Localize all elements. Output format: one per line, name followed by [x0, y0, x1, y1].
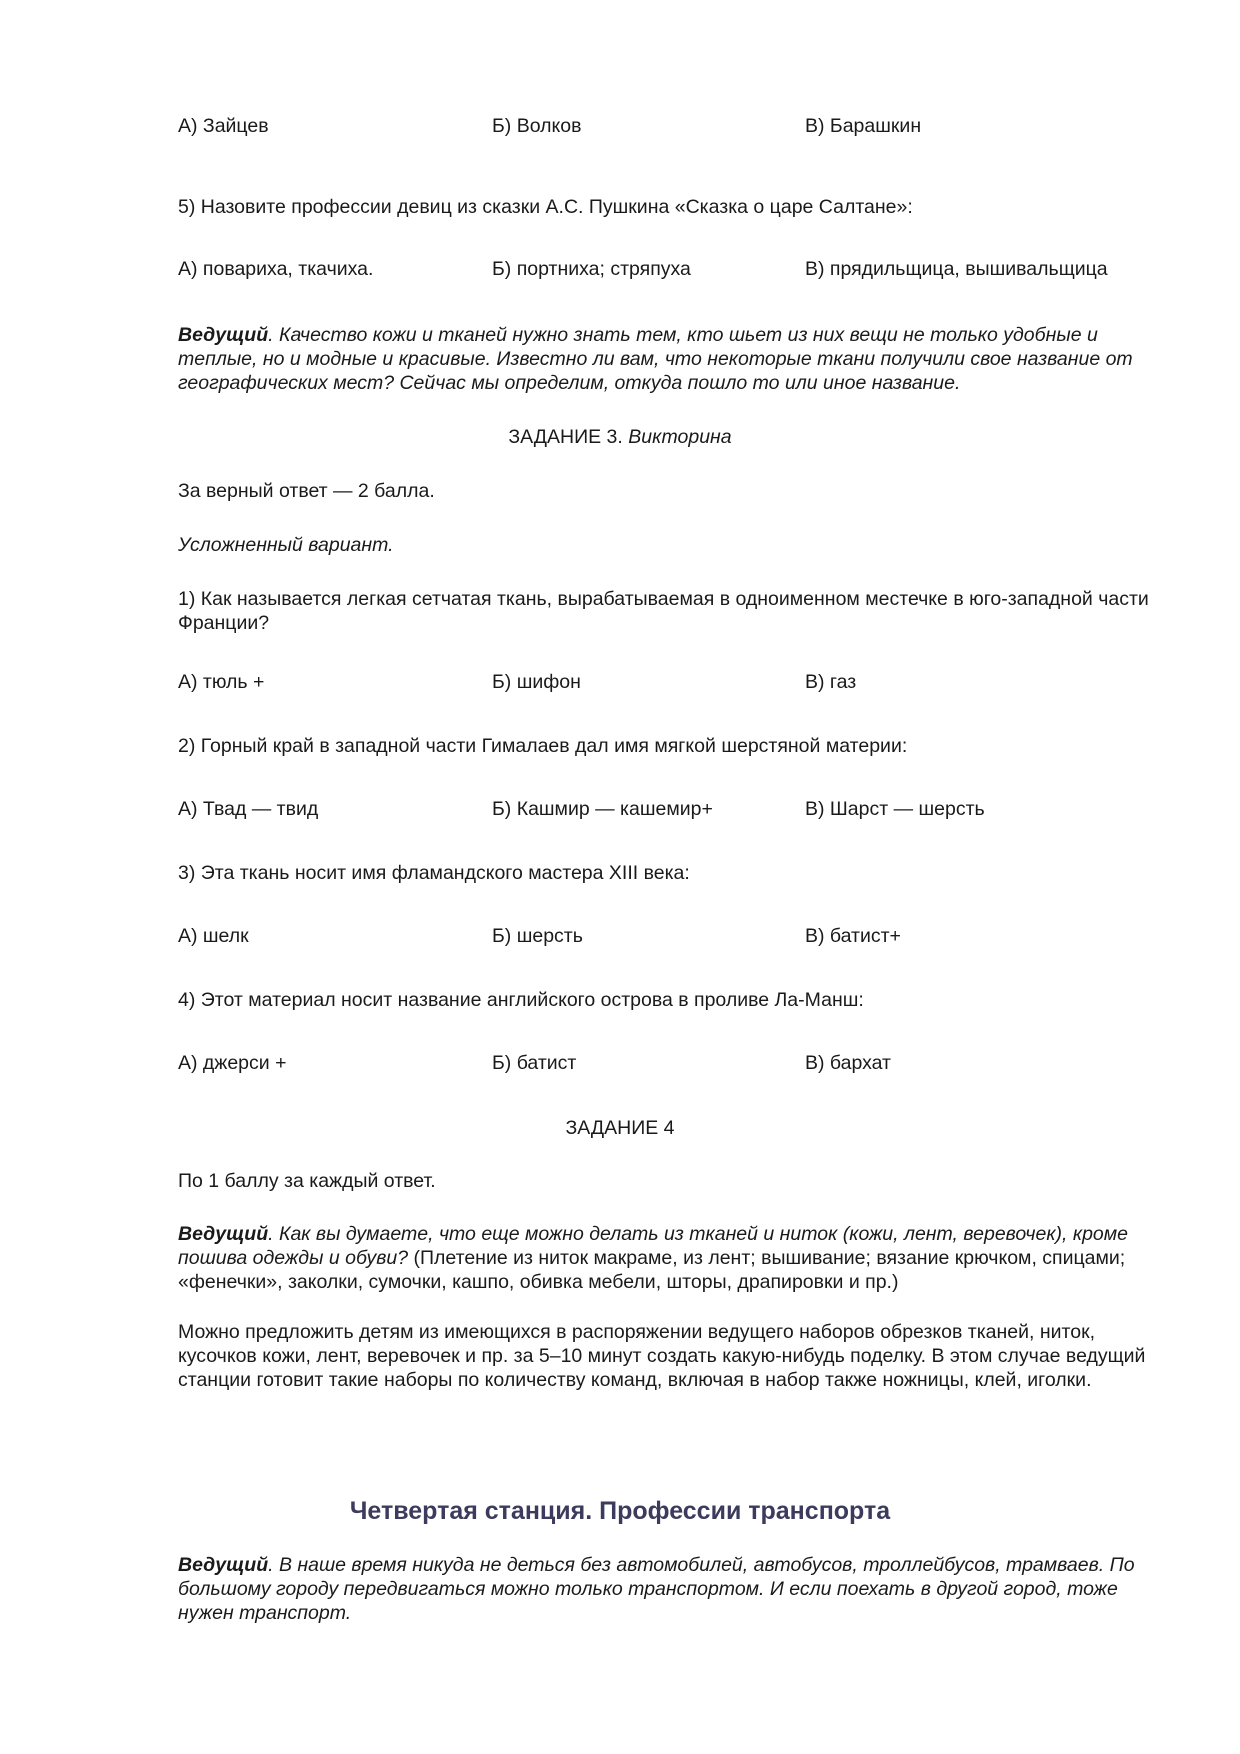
- answer-b: Б) батист: [492, 1052, 577, 1074]
- score-rule-4: По 1 баллу за каждый ответ.: [178, 1170, 436, 1192]
- suggestion-paragraph: Можно предложить детям из имеющихся в распоряжении ведущего наборов обрезков тканей, ниток, кусочков кожи, лент, веревочек и пр. за 5–10 минут создать какую-нибудь поделку. В этом случае ведущий станции готовит такие наборы по количеству команд, включая в набор также ножницы, клей, иголки.: [178, 1321, 1146, 1391]
- host-paragraph-2: [178, 1222, 1158, 1294]
- host-label: Ведущий: [178, 324, 269, 346]
- quiz-question-2: 2) Горный край в западной части Гималаев дал имя мягкой шерстяной материи:: [178, 735, 908, 757]
- answer-a: А) джерси +: [178, 1052, 287, 1074]
- host-label: Ведущий: [178, 1223, 269, 1245]
- answer-a: А) шелк: [178, 925, 249, 947]
- variant-label: Усложненный вариант.: [178, 534, 394, 556]
- answer-b: Б) Кашмир — кашемир+: [492, 798, 713, 820]
- answer-c: В) Шарст — шерсть: [805, 798, 985, 820]
- host-text: . В наше время никуда не деться без автомобилей, автобусов, троллейбусов, трамваев. По большому городу передвигаться можно только транспортом. И если поехать в другой город, тоже нужен транспорт.: [178, 1554, 1135, 1624]
- host-paragraph-1: [178, 323, 1158, 395]
- answer-a: А) тюль +: [178, 671, 265, 693]
- answer-c: В) Барашкин: [805, 115, 922, 137]
- answer-a: А) повариха, ткачиха.: [178, 258, 374, 280]
- host-answer: (Плетение из ниток макраме, из лент; вышивание; вязание крючком, спицами; «фенечки», заколки, сумочки, кашпо, обивка мебели, шторы, драпировки и пр.): [178, 1247, 1126, 1293]
- answer-b: Б) Волков: [492, 115, 582, 137]
- answer-row-q5: [0, 257, 1240, 283]
- task-4-heading: ЗАДАНИЕ 4: [565, 1117, 675, 1139]
- quiz-question-3: 3) Эта ткань носит имя фламандского мастера XIII века:: [178, 862, 690, 884]
- answer-b: Б) шифон: [492, 671, 581, 693]
- answer-row-quiz-2: [0, 797, 1240, 823]
- quiz-question-4: 4) Этот материал носит название английского острова в проливе Ла-Манш:: [178, 989, 864, 1011]
- task-3-title: ЗАДАНИЕ 3.: [508, 426, 629, 448]
- question-5: 5) Назовите профессии девиц из сказки А.С. Пушкина «Сказка о царе Салтане»:: [178, 196, 913, 218]
- station-heading: Четвертая станция. Профессии транспорта: [349, 1497, 891, 1525]
- answer-row-q4: [0, 114, 1240, 140]
- host-paragraph-3: [178, 1553, 1158, 1625]
- host-label: Ведущий: [178, 1554, 269, 1576]
- answer-row-quiz-4: [0, 1051, 1240, 1077]
- answer-a: А) Твад — твид: [178, 798, 319, 820]
- host-text: . Качество кожи и тканей нужно знать тем, кто шьет из них вещи не только удобные и теплые, но и модные и красивые. Известно ли вам, что некоторые ткани получили свое название от географических мест? Сейчас мы определим, откуда пошло то или иное название.: [178, 324, 1133, 394]
- answer-row-quiz-3: [0, 924, 1240, 950]
- quiz-question-1: 1) Как называется легкая сетчатая ткань, вырабатываемая в одноименном местечке в юго-западной части Франции?: [178, 588, 1149, 634]
- answer-c: В) бархат: [805, 1052, 891, 1074]
- answer-a: А) Зайцев: [178, 115, 269, 137]
- answer-c: В) батист+: [805, 925, 901, 947]
- task-3-subtitle: Викторина: [628, 426, 732, 448]
- answer-c: В) газ: [805, 671, 857, 693]
- host-question: . Как вы думаете, что еще можно делать из тканей и ниток (кожи, лент, веревочек), кроме пошива одежды и обуви?: [178, 1223, 1128, 1269]
- task-3-heading: [0, 425, 1240, 449]
- answer-b: Б) шерсть: [492, 925, 583, 947]
- score-rule-3: За верный ответ — 2 балла.: [178, 480, 435, 502]
- answer-c: В) прядильщица, вышивальщица: [805, 258, 1108, 280]
- answer-b: Б) портниха; стряпуха: [492, 258, 691, 280]
- answer-row-quiz-1: [0, 670, 1240, 696]
